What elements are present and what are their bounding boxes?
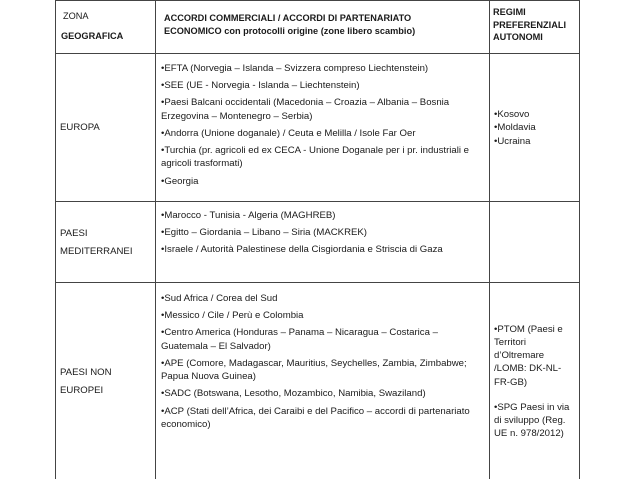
- header-cell-agreements: [156, 1, 490, 54]
- header-cell-zone: [56, 1, 156, 54]
- header-regimes-line1: REGIMI: [493, 7, 526, 17]
- header-row: [56, 1, 580, 54]
- header-cell-regimes: [490, 1, 580, 54]
- header-regimes-line2: PREFERENZIALI: [493, 19, 566, 30]
- agreement-item: •Centro America (Honduras – Panama – Nicaragua – Costarica – Guatemala – El Salvador): [161, 327, 438, 352]
- header-agreements-line1: ACCORDI COMMERCIALI / ACCORDI DI PARTENARIATO: [164, 13, 412, 23]
- agreement-item: •EFTA (Norvegia – Islanda – Svizzera compreso Liechtenstein): [161, 63, 429, 74]
- trade-agreements-table: [55, 0, 580, 479]
- zone-label: EUROPA: [60, 122, 100, 134]
- agreement-item: •Turchia (pr. agricoli ed ex CECA - Unione Doganale per i pr. industriali e agricoli trasformati): [161, 145, 470, 170]
- regime-item: •Ucraina: [494, 135, 531, 147]
- agreement-item: •SADC (Botswana, Lesotho, Mozambico, Namibia, Swaziland): [161, 388, 426, 400]
- zone-cell: [56, 54, 156, 202]
- agreement-item: •Paesi Balcani occidentali (Macedonia – Croazia – Albania – Bosnia Erzegovina – Montenegro – Serbia): [161, 97, 450, 122]
- agreements-cell: [156, 202, 490, 283]
- zone-label-line2: MEDITERRANEI: [60, 245, 133, 257]
- zone-cell: [56, 202, 156, 283]
- zone-label-line1: PAESI: [60, 228, 88, 240]
- agreement-item: •Sud Africa / Corea del Sud: [161, 293, 278, 304]
- agreement-item: •Israele / Autorità Palestinese della Cisgiordania e Striscia di Gaza: [161, 244, 443, 256]
- table-row-paesi-non-europei: [56, 283, 580, 479]
- regimes-cell-empty: [490, 202, 580, 283]
- header-regimes-line3: AUTONOMI: [493, 32, 543, 43]
- regime-item: •Kosovo: [494, 109, 530, 121]
- agreements-cell: [156, 54, 490, 202]
- table-row-paesi-mediterranei: [56, 202, 580, 283]
- agreements-cell: [156, 283, 490, 479]
- header-zone-line1: ZONA: [63, 11, 89, 21]
- agreement-item: •Marocco - Tunisia - Algeria (MAGHREB): [161, 210, 336, 221]
- agreement-item: •Messico / Cile / Perù e Colombia: [161, 310, 304, 322]
- regimes-cell: [490, 283, 580, 479]
- agreement-item: •SEE (UE - Norvegia - Islanda – Liechtenstein): [161, 80, 360, 92]
- zone-label-line1: PAESI NON: [60, 367, 112, 379]
- regime-item: •PTOM (Paesi e Territori d’Oltremare /LOMB: DK-NL-FR-GB): [494, 323, 563, 388]
- regime-item: •Moldavia: [494, 122, 536, 134]
- zone-label-line2: EUROPEI: [60, 384, 104, 396]
- agreement-item: •APE (Comore, Madagascar, Mauritius, Seychelles, Zambia, Zimbabwe; Papua Nuova Guinea): [161, 357, 467, 383]
- agreement-item: •Georgia: [161, 175, 199, 187]
- table-row-europa: [56, 54, 580, 202]
- header-agreements-line2: ECONOMICO con protocolli origine (zone libero scambio): [164, 25, 416, 36]
- header-zone-line2: GEOGRAFICA: [61, 30, 124, 41]
- agreement-item: •ACP (Stati dell’Africa, dei Caraibi e del Pacifico – accordi di partenariato economico): [161, 405, 470, 430]
- agreement-item: •Egitto – Giordania – Libano – Siria (MACKREK): [161, 227, 367, 239]
- zone-cell: [56, 283, 156, 479]
- agreement-item: •Andorra (Unione doganale) / Ceuta e Melilla / Isole Far Oer: [161, 127, 416, 139]
- regime-item: •SPG Paesi in via di sviluppo (Reg. UE n. 978/2012): [494, 401, 570, 440]
- regimes-cell: [490, 54, 580, 202]
